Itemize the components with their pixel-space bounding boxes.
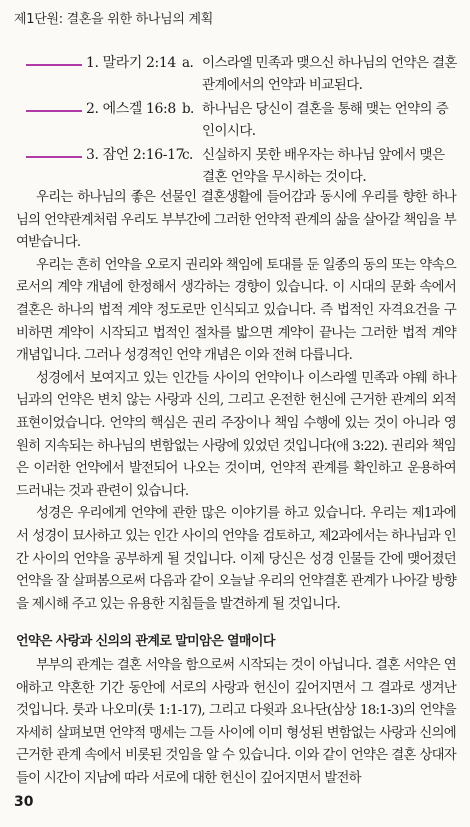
matching-option bbox=[182, 98, 460, 142]
matching-row bbox=[22, 98, 462, 144]
paragraph: 부부의 관계는 결혼 서약을 함으로써 시작되는 것이 아닙니다. 결혼 서약은 연애하고 약혼한 기간 동안에 서로의 사랑과 헌신이 깊어지면서 그 결과로 생겨난 것입니다. 룻과 나오미(룻 1:1-17), 그리고 다윗과 요나단(삼상 18:1-3)의 언약을 자세히 살펴보면 언약적 맹세는 그들 사이에 이미 형성된 변함없는 사랑과 신의에 근거한 관계 속에서 비롯된 것임을 알 수 있습니다. 이와 같이 언약은 결혼 상대자들이 시간이 지남에 따라 서로에 대한 헌신이 깊어지면서 발전하 bbox=[16, 658, 456, 786]
option-text: 신실하지 못한 배우자는 하나님 앞에서 맺은 결혼 언약을 무시하는 것이다. bbox=[202, 147, 445, 185]
matching-option bbox=[182, 144, 460, 188]
paragraph: 우리는 흔히 언약을 오로지 권리와 책임에 토대를 둔 일종의 동의 또는 약속으로서의 계약 개념에 한정해서 생각하는 경향이 있습니다. 이 시대의 문화 속에서 결혼은 하나의 법적 계약 정도로만 인식되고 있습니다. 즉 법적인 자격요건을 구비하면 계약이 시작되고 법적인 절차를 밟으면 계약이 끝나는 그러한 법적 계약 개념입니다. 그러나 성경적인 언약 개념은 이와 전혀 다릅니다. bbox=[16, 257, 456, 364]
answer-blank[interactable] bbox=[26, 110, 82, 112]
option-letter: b. bbox=[182, 101, 194, 117]
answer-blank[interactable] bbox=[26, 156, 82, 158]
running-header: 제1단원: 결혼을 위한 하나님의 계획 bbox=[14, 12, 213, 27]
body-text bbox=[16, 187, 456, 616]
matching-row bbox=[22, 52, 462, 98]
matching-row bbox=[22, 144, 462, 190]
option-text: 하나님은 당신이 결혼을 통해 맺는 언약의 증인이시다. bbox=[202, 101, 449, 139]
scripture-reference: 2. 에스겔 16:8 bbox=[86, 101, 176, 117]
scripture-reference: 1. 말라기 2:14 bbox=[86, 55, 176, 71]
option-letter: a. bbox=[182, 55, 194, 71]
option-text: 이스라엘 민족과 맺으신 하나님의 언약은 결혼관계에서의 언약과 비교된다. bbox=[202, 55, 457, 93]
section-heading: 언약은 사랑과 신의의 관계로 말미암은 열매이다 bbox=[16, 634, 275, 649]
paragraph: 성경은 우리에게 언약에 관한 많은 이야기를 하고 있습니다. 우리는 제1과에서 성경이 묘사하고 있는 인간 사이의 언약을 검토하고, 제2과에서는 하나님과 인간 사이의 언약을 공부하게 될 것입니다. 이제 당신은 성경 인물들 간에 맺어졌던 언약을 잘 살펴봄으로써 다음과 같이 오늘날 우리의 언약결혼 관계가 나아갈 방향을 제시해 주고 있는 유용한 지침들을 발견하게 될 것입니다. bbox=[16, 506, 456, 612]
paragraph: 우리는 하나님의 좋은 선물인 결혼생활에 들어감과 동시에 우리를 향한 하나님의 언약관계처럼 우리도 부부간에 그러한 언약적 관계의 삶을 살아갈 책임을 부여받습니다. bbox=[16, 190, 456, 251]
section-body bbox=[16, 655, 456, 791]
page-number: 30 bbox=[14, 794, 34, 810]
scripture-reference: 3. 잠언 2:16-17 bbox=[86, 147, 185, 163]
option-letter: c. bbox=[182, 147, 193, 163]
paragraph: 성경에서 보여지고 있는 인간들 사이의 언약이나 이스라엘 민족과 야웨 하나님과의 언약은 변치 않는 사랑과 신의, 그리고 온전한 헌신에 근거한 관계의 외적 표현이었습니다. 언약의 핵심은 권리 주장이나 책임 수행에 있는 것이 아니라 영원히 지속되는 하나님의 변함없는 사랑에 있었던 것입니다(애 3:22). 권리와 책임은 이러한 언약에서 발전되어 나오는 것이며, 언약적 관계를 확인하고 운용하여 드러내는 것과 관련이 있습니다. bbox=[16, 370, 456, 499]
matching-exercise bbox=[22, 52, 462, 190]
answer-blank[interactable] bbox=[26, 64, 82, 66]
matching-option bbox=[182, 52, 460, 96]
